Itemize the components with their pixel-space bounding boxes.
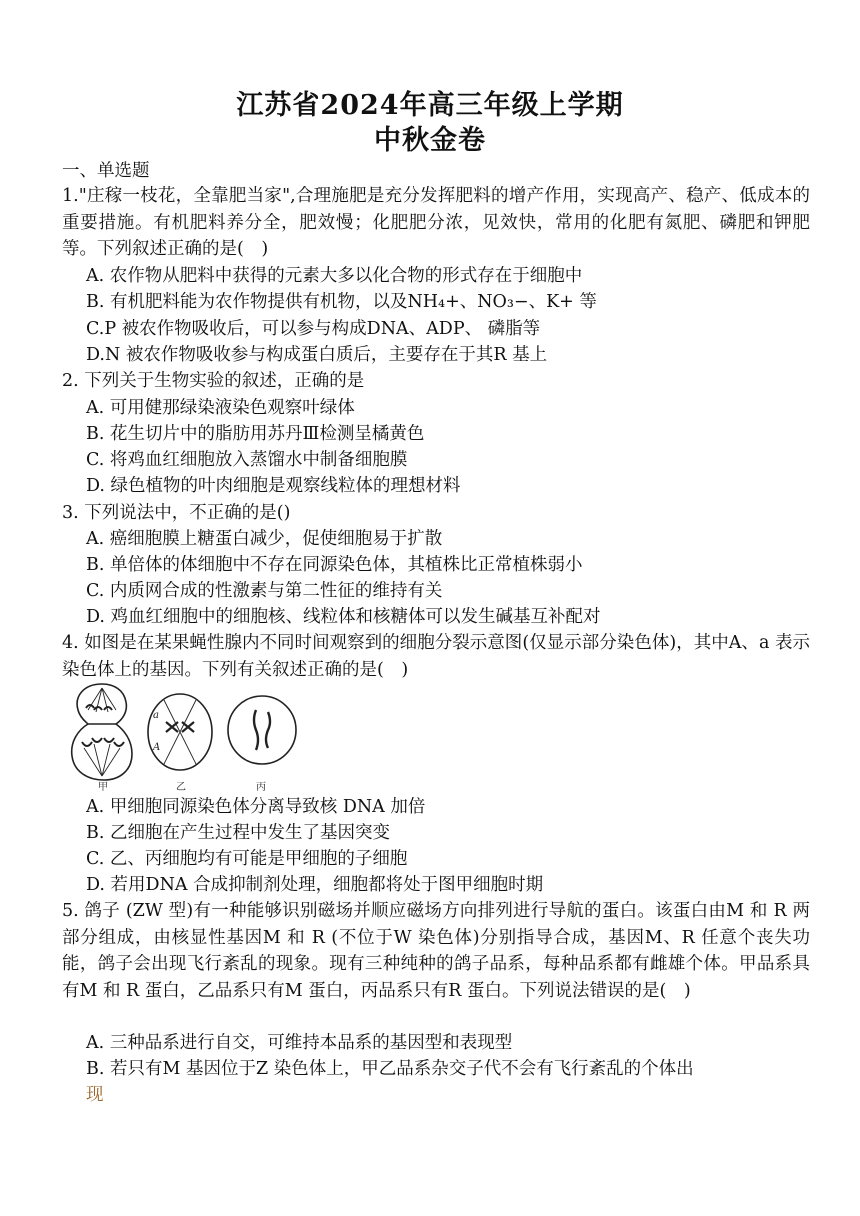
section-heading: 一、单选题	[62, 161, 150, 181]
question-5-option-a: A. 三种品系进行自交，可维持本品系的基因型和表现型	[86, 1033, 513, 1053]
cell-yi	[148, 694, 212, 770]
question-1-option-c: C.P 被农作物吸收后，可以参与构成DNA、ADP、 磷脂等	[86, 319, 541, 339]
question-1-option-a: A. 农作物从肥料中获得的元素大多以化合物的形式存在于细胞中	[86, 266, 583, 286]
question-1-stem: 1."庄稼一枝花，全靠肥当家",合理施肥是充分发挥肥料的增产作用，实现高产、稳产、低成本的重要措施。有机肥料养分全，肥效慢；化肥肥分浓，见效快，常用的化肥有氮肥、磷肥和钾肥等。下列叙述正确的是( )	[62, 186, 810, 259]
figure-label-jia: 甲	[98, 782, 108, 792]
exam-title: 江苏省2024年高三年级上学期	[236, 90, 624, 121]
figure-label-yi: 乙	[176, 782, 186, 792]
question-5-stem: 5. 鸽子 (ZW 型)有一种能够识别磁场并顺应磁场方向排列进行导航的蛋白。该蛋白由M 和 R 两部分组成，由核显性基因M 和 R (不位于W 染色体)分别指导合成，基因M、R 任意个丧失功能，鸽子会出现飞行紊乱的现象。现有三种纯种的鸽子品系，每种品系都有雌雄个体。甲品系具有M 和 R 蛋白，乙品系只有M 蛋白，丙品系只有R 蛋白。下列说法错误的是( )	[62, 901, 810, 1001]
question-2-option-d: D. 绿色植物的叶肉细胞是观察线粒体的理想材料	[86, 476, 461, 496]
cell-jia	[72, 684, 132, 780]
question-3-option-b: B. 单倍体的体细胞中不存在同源染色体，其植株比正常植株弱小	[86, 555, 583, 575]
gene-label-A: A	[153, 742, 161, 753]
figure-label-bing: 丙	[256, 782, 266, 792]
question-5-option-b-continued: 现	[86, 1085, 104, 1105]
cell-division-figure	[64, 680, 304, 792]
question-4-option-b: B. 乙细胞在产生过程中发生了基因突变	[86, 823, 390, 843]
question-2-option-c: C. 将鸡血红细胞放入蒸馏水中制备细胞膜	[86, 450, 408, 470]
question-2-option-b: B. 花生切片中的脂肪用苏丹Ⅲ检测呈橘黄色	[86, 424, 425, 444]
question-3-option-a: A. 癌细胞膜上糖蛋白减少，促使细胞易于扩散	[86, 529, 443, 549]
question-4-option-d: D. 若用DNA 合成抑制剂处理，细胞都将处于图甲细胞时期	[86, 875, 544, 895]
cell-bing	[228, 696, 296, 764]
question-4-option-c: C. 乙、丙细胞均有可能是甲细胞的子细胞	[86, 849, 408, 869]
exam-subtitle: 中秋金卷	[374, 125, 486, 156]
question-4-option-a: A. 甲细胞同源染色体分离导致核 DNA 加倍	[86, 797, 426, 817]
question-1-option-b: B. 有机肥料能为农作物提供有机物，以及NH₄+、NO₃−、K+ 等	[86, 292, 597, 312]
question-2-option-a: A. 可用健那绿染液染色观察叶绿体	[86, 398, 355, 418]
question-1-option-d: D.N 被农作物吸收参与构成蛋白质后，主要存在于其R 基上	[86, 345, 548, 365]
question-3-stem: 3. 下列说法中，不正确的是()	[62, 503, 291, 523]
question-5-option-b: B. 若只有M 基因位于Z 染色体上，甲乙品系杂交子代不会有飞行紊乱的个体出	[86, 1059, 694, 1079]
question-3-option-c: C. 内质网合成的性激素与第二性征的维持有关	[86, 581, 443, 601]
question-3-option-d: D. 鸡血红细胞中的细胞核、线粒体和核糖体可以发生碱基互补配对	[86, 607, 601, 627]
question-4-stem: 4. 如图是在某果蝇性腺内不同时间观察到的细胞分裂示意图(仅显示部分染色体)，其中A、a 表示染色体上的基因。下列有关叙述正确的是( )	[62, 633, 810, 680]
question-2-stem: 2. 下列关于生物实验的叙述，正确的是	[62, 371, 365, 391]
gene-label-a: a	[153, 710, 159, 721]
